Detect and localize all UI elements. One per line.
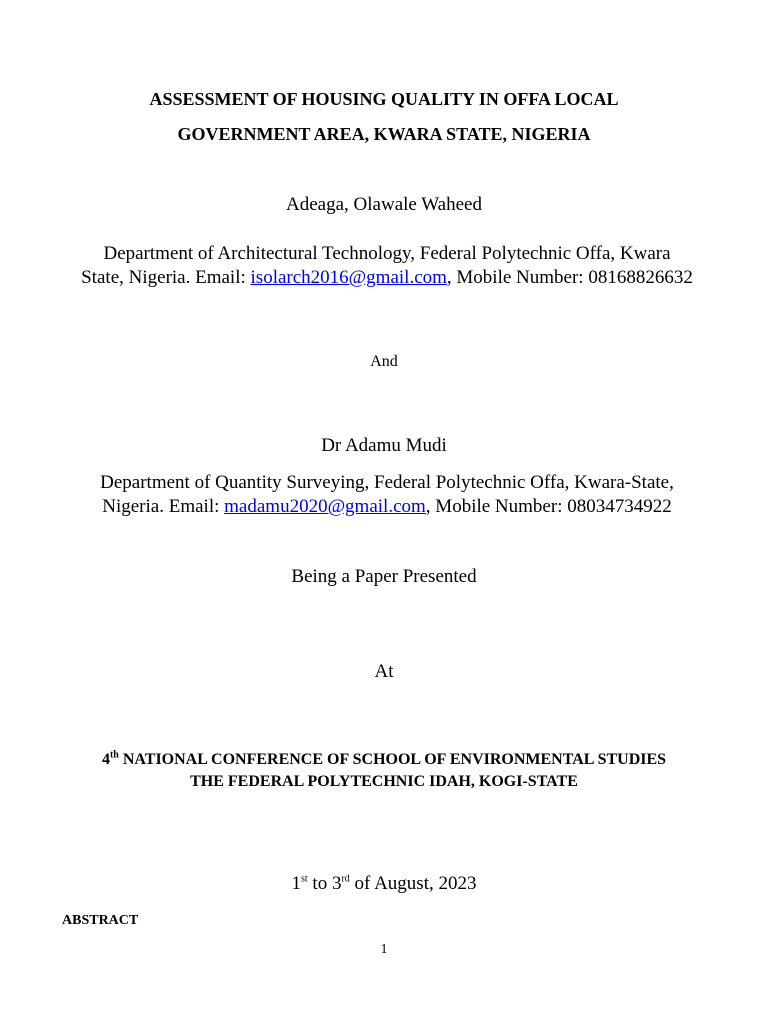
conference-ordinal: 4 xyxy=(101,751,110,768)
author-2-name: Dr Adamu Mudi xyxy=(321,435,447,456)
author-1-affil-prefix: State, Nigeria. Email: xyxy=(81,267,251,288)
author-2-affiliation xyxy=(50,471,724,519)
author-1-email-link[interactable]: isolarch2016@gmail.com xyxy=(250,267,447,288)
conference-name: NATIONAL CONFERENCE OF SCHOOL OF ENVIRONMENTAL STUDIES xyxy=(118,751,667,768)
conference-line-1 xyxy=(0,749,768,771)
conference-ordinal-suffix: th xyxy=(109,749,119,761)
at-line: At xyxy=(374,661,394,682)
author-1-affil-line-2 xyxy=(50,266,724,290)
title-line-1: ASSESSMENT OF HOUSING QUALITY IN OFFA LOCAL xyxy=(149,89,619,109)
date-end: to 3 xyxy=(307,873,342,894)
author-1-mobile: , Mobile Number: 08168826632 xyxy=(446,267,693,288)
author-2-affil-line-1: Department of Quantity Surveying, Federal Polytechnic Offa, Kwara-State, xyxy=(100,472,674,493)
author-2-mobile: , Mobile Number: 08034734922 xyxy=(425,496,672,517)
conference-line-2: THE FEDERAL POLYTECHNIC IDAH, KOGI-STATE xyxy=(190,773,578,790)
connector-and: And xyxy=(370,353,398,370)
presented-line: Being a Paper Presented xyxy=(291,566,477,587)
page-number: 1 xyxy=(380,942,388,957)
author-2-email-link[interactable]: madamu2020@gmail.com xyxy=(224,496,426,517)
author-2-affil-line-2 xyxy=(50,495,724,519)
date-end-suffix: rd xyxy=(341,873,350,885)
abstract-heading: ABSTRACT xyxy=(62,913,139,928)
conference-block xyxy=(0,749,768,793)
conference-dates xyxy=(0,873,768,895)
author-1-name: Adeaga, Olawale Waheed xyxy=(286,194,482,215)
title-line-2: GOVERNMENT AREA, KWARA STATE, NIGERIA xyxy=(177,124,591,144)
author-1-affil-line-1: Department of Architectural Technology, Federal Polytechnic Offa, Kwara xyxy=(103,243,671,264)
date-month-year: of August, 2023 xyxy=(349,873,477,894)
paper-title xyxy=(0,82,768,152)
date-start: 1 xyxy=(291,873,301,894)
author-2-affil-prefix: Nigeria. Email: xyxy=(102,496,225,517)
date-start-suffix: st xyxy=(301,873,308,885)
author-1-affiliation xyxy=(50,242,724,290)
